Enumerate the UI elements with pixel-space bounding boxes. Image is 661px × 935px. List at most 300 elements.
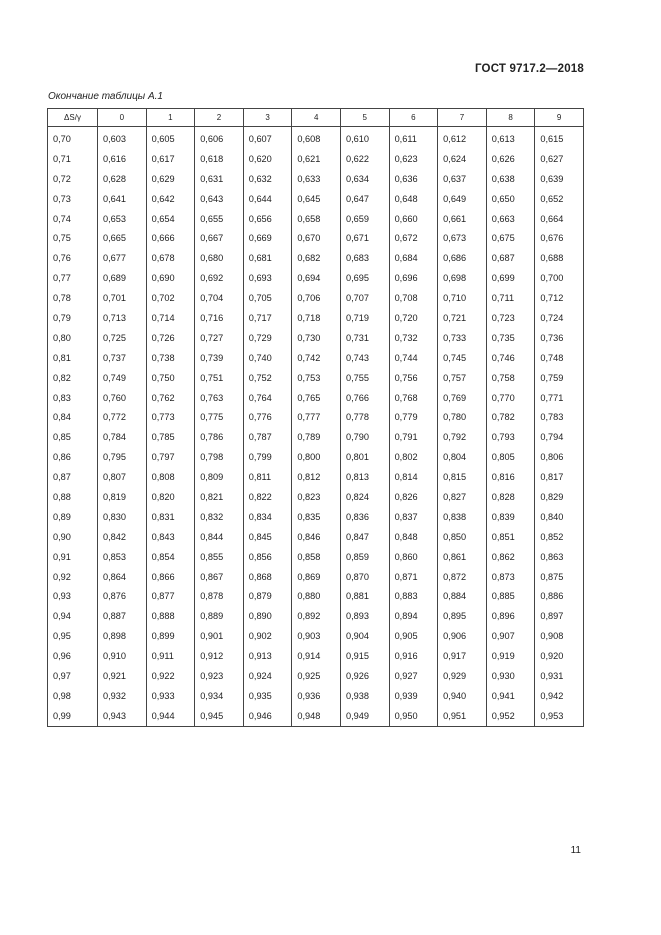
- table-cell: 0,726: [146, 328, 195, 348]
- table-cell: 0,770: [486, 388, 535, 408]
- row-label-cell: 0,74: [48, 209, 98, 229]
- table-cell: 0,861: [438, 547, 487, 567]
- table-cell: 0,639: [535, 169, 584, 189]
- table-cell: 0,801: [340, 447, 389, 467]
- table-cell: 0,655: [195, 209, 244, 229]
- table-cell: 0,776: [243, 407, 292, 427]
- table-cell: 0,643: [195, 189, 244, 209]
- table-cell: 0,617: [146, 149, 195, 169]
- row-label-cell: 0,91: [48, 547, 98, 567]
- table-cell: 0,944: [146, 706, 195, 726]
- table-cell: 0,785: [146, 427, 195, 447]
- table-cell: 0,804: [438, 447, 487, 467]
- table-cell: 0,839: [486, 507, 535, 527]
- table-cell: 0,847: [340, 527, 389, 547]
- table-cell: 0,778: [340, 407, 389, 427]
- table-cell: 0,897: [535, 606, 584, 626]
- table-cell: 0,695: [340, 268, 389, 288]
- table-cell: 0,845: [243, 527, 292, 547]
- table-cell: 0,848: [389, 527, 438, 547]
- column-header: 6: [389, 109, 438, 127]
- table-row: [48, 308, 584, 328]
- table-cell: 0,870: [340, 567, 389, 587]
- table-cell: 0,898: [98, 626, 147, 646]
- table-cell: 0,692: [195, 268, 244, 288]
- table-cell: 0,921: [98, 666, 147, 686]
- table-cell: 0,877: [146, 586, 195, 606]
- table-cell: 0,925: [292, 666, 341, 686]
- table-cell: 0,828: [486, 487, 535, 507]
- table-cell: 0,919: [486, 646, 535, 666]
- table-cell: 0,827: [438, 487, 487, 507]
- table-cell: 0,875: [535, 567, 584, 587]
- table-cell: 0,766: [340, 388, 389, 408]
- table-cell: 0,748: [535, 348, 584, 368]
- table-cell: 0,745: [438, 348, 487, 368]
- table-cell: 0,938: [340, 686, 389, 706]
- table-cell: 0,862: [486, 547, 535, 567]
- table-cell: 0,929: [438, 666, 487, 686]
- table-cell: 0,809: [195, 467, 244, 487]
- column-header: 0: [98, 109, 147, 127]
- table-cell: 0,711: [486, 288, 535, 308]
- table-cell: 0,802: [389, 447, 438, 467]
- table-cell: 0,915: [340, 646, 389, 666]
- table-cell: 0,881: [340, 586, 389, 606]
- table-cell: 0,647: [340, 189, 389, 209]
- table-cell: 0,694: [292, 268, 341, 288]
- table-cell: 0,616: [98, 149, 147, 169]
- table-cell: 0,650: [486, 189, 535, 209]
- table-cell: 0,682: [292, 248, 341, 268]
- table-row: [48, 666, 584, 686]
- table-cell: 0,912: [195, 646, 244, 666]
- table-cell: 0,860: [389, 547, 438, 567]
- table-cell: 0,838: [438, 507, 487, 527]
- table-row: [48, 268, 584, 288]
- table-cell: 0,684: [389, 248, 438, 268]
- table-cell: 0,710: [438, 288, 487, 308]
- table-cell: 0,683: [340, 248, 389, 268]
- table-cell: 0,773: [146, 407, 195, 427]
- table-cell: 0,884: [438, 586, 487, 606]
- table-cell: 0,869: [292, 567, 341, 587]
- table-row: [48, 527, 584, 547]
- table-cell: 0,843: [146, 527, 195, 547]
- table-cell: 0,623: [389, 149, 438, 169]
- table-row: [48, 567, 584, 587]
- table-cell: 0,808: [146, 467, 195, 487]
- table-cell: 0,735: [486, 328, 535, 348]
- table-cell: 0,784: [98, 427, 147, 447]
- table-row: [48, 626, 584, 646]
- table-cell: 0,706: [292, 288, 341, 308]
- table-cell: 0,823: [292, 487, 341, 507]
- table-cell: 0,606: [195, 127, 244, 149]
- table-cell: 0,851: [486, 527, 535, 547]
- table-cell: 0,716: [195, 308, 244, 328]
- table-cell: 0,864: [98, 567, 147, 587]
- table-cell: 0,890: [243, 606, 292, 626]
- table-cell: 0,812: [292, 467, 341, 487]
- table-cell: 0,854: [146, 547, 195, 567]
- table-cell: 0,866: [146, 567, 195, 587]
- row-label-cell: 0,92: [48, 567, 98, 587]
- table-cell: 0,936: [292, 686, 341, 706]
- table-cell: 0,822: [243, 487, 292, 507]
- table-cell: 0,762: [146, 388, 195, 408]
- table-cell: 0,729: [243, 328, 292, 348]
- table-cell: 0,927: [389, 666, 438, 686]
- table-cell: 0,751: [195, 368, 244, 388]
- table-cell: 0,758: [486, 368, 535, 388]
- table-cell: 0,738: [146, 348, 195, 368]
- table-header-row: [48, 109, 584, 127]
- table-cell: 0,605: [146, 127, 195, 149]
- table-cell: 0,887: [98, 606, 147, 626]
- table-cell: 0,899: [146, 626, 195, 646]
- table-cell: 0,842: [98, 527, 147, 547]
- table-cell: 0,813: [340, 467, 389, 487]
- table-row: [48, 586, 584, 606]
- table-cell: 0,689: [98, 268, 147, 288]
- table-cell: 0,760: [98, 388, 147, 408]
- table-row: [48, 467, 584, 487]
- table-cell: 0,699: [486, 268, 535, 288]
- row-label-cell: 0,98: [48, 686, 98, 706]
- table-cell: 0,873: [486, 567, 535, 587]
- table-cell: 0,622: [340, 149, 389, 169]
- table-cell: 0,724: [535, 308, 584, 328]
- table-row: [48, 228, 584, 248]
- table-cell: 0,678: [146, 248, 195, 268]
- table-cell: 0,719: [340, 308, 389, 328]
- table-body: [48, 127, 584, 727]
- table-cell: 0,924: [243, 666, 292, 686]
- table-cell: 0,757: [438, 368, 487, 388]
- table-cell: 0,800: [292, 447, 341, 467]
- table-cell: 0,783: [535, 407, 584, 427]
- table-cell: 0,815: [438, 467, 487, 487]
- row-label-cell: 0,96: [48, 646, 98, 666]
- table-cell: 0,885: [486, 586, 535, 606]
- row-label-cell: 0,94: [48, 606, 98, 626]
- table-cell: 0,687: [486, 248, 535, 268]
- table-cell: 0,886: [535, 586, 584, 606]
- table-cell: 0,652: [535, 189, 584, 209]
- table-cell: 0,807: [98, 467, 147, 487]
- table-cell: 0,663: [486, 209, 535, 229]
- table-cell: 0,670: [292, 228, 341, 248]
- table-cell: 0,940: [438, 686, 487, 706]
- table-cell: 0,666: [146, 228, 195, 248]
- row-label-cell: 0,71: [48, 149, 98, 169]
- data-table: [47, 108, 584, 727]
- row-label-cell: 0,73: [48, 189, 98, 209]
- table-cell: 0,946: [243, 706, 292, 726]
- row-label-cell: 0,80: [48, 328, 98, 348]
- table-cell: 0,698: [438, 268, 487, 288]
- row-label-cell: 0,87: [48, 467, 98, 487]
- table-cell: 0,648: [389, 189, 438, 209]
- table-cell: 0,824: [340, 487, 389, 507]
- row-label-cell: 0,76: [48, 248, 98, 268]
- table-cell: 0,953: [535, 706, 584, 726]
- table-cell: 0,718: [292, 308, 341, 328]
- table-cell: 0,901: [195, 626, 244, 646]
- table-cell: 0,789: [292, 427, 341, 447]
- table-cell: 0,753: [292, 368, 341, 388]
- table-cell: 0,658: [292, 209, 341, 229]
- table-cell: 0,629: [146, 169, 195, 189]
- table-cell: 0,744: [389, 348, 438, 368]
- table-cell: 0,642: [146, 189, 195, 209]
- table-cell: 0,880: [292, 586, 341, 606]
- table-cell: 0,610: [340, 127, 389, 149]
- column-header: 5: [340, 109, 389, 127]
- table-cell: 0,779: [389, 407, 438, 427]
- table-cell: 0,893: [340, 606, 389, 626]
- table-cell: 0,863: [535, 547, 584, 567]
- table-cell: 0,641: [98, 189, 147, 209]
- row-label-cell: 0,99: [48, 706, 98, 726]
- table-cell: 0,859: [340, 547, 389, 567]
- table-cell: 0,644: [243, 189, 292, 209]
- table-cell: 0,798: [195, 447, 244, 467]
- table-cell: 0,786: [195, 427, 244, 447]
- table-cell: 0,879: [243, 586, 292, 606]
- table-cell: 0,661: [438, 209, 487, 229]
- table-cell: 0,876: [98, 586, 147, 606]
- table-cell: 0,603: [98, 127, 147, 149]
- corner-header-cell: ΔS/γ: [48, 109, 98, 127]
- table-cell: 0,660: [389, 209, 438, 229]
- table-cell: 0,856: [243, 547, 292, 567]
- column-header: 4: [292, 109, 341, 127]
- table-cell: 0,871: [389, 567, 438, 587]
- table-cell: 0,922: [146, 666, 195, 686]
- table-cell: 0,677: [98, 248, 147, 268]
- table-cell: 0,693: [243, 268, 292, 288]
- table-cell: 0,749: [98, 368, 147, 388]
- table-cell: 0,814: [389, 467, 438, 487]
- table-cell: 0,888: [146, 606, 195, 626]
- table-row: [48, 547, 584, 567]
- table-cell: 0,665: [98, 228, 147, 248]
- table-cell: 0,739: [195, 348, 244, 368]
- table-cell: 0,673: [438, 228, 487, 248]
- table-cell: 0,889: [195, 606, 244, 626]
- row-label-cell: 0,84: [48, 407, 98, 427]
- table-cell: 0,950: [389, 706, 438, 726]
- table-cell: 0,607: [243, 127, 292, 149]
- table-row: [48, 169, 584, 189]
- column-header: 1: [146, 109, 195, 127]
- column-header: 7: [438, 109, 487, 127]
- table-cell: 0,852: [535, 527, 584, 547]
- table-cell: 0,721: [438, 308, 487, 328]
- table-cell: 0,620: [243, 149, 292, 169]
- table-cell: 0,819: [98, 487, 147, 507]
- table-cell: 0,941: [486, 686, 535, 706]
- table-cell: 0,627: [535, 149, 584, 169]
- table-cell: 0,759: [535, 368, 584, 388]
- table-cell: 0,905: [389, 626, 438, 646]
- table-row: [48, 686, 584, 706]
- table-cell: 0,725: [98, 328, 147, 348]
- table-cell: 0,733: [438, 328, 487, 348]
- table-cell: 0,736: [535, 328, 584, 348]
- row-label-cell: 0,81: [48, 348, 98, 368]
- table-cell: 0,868: [243, 567, 292, 587]
- table-cell: 0,708: [389, 288, 438, 308]
- table-row: [48, 248, 584, 268]
- table-cell: 0,714: [146, 308, 195, 328]
- table-cell: 0,829: [535, 487, 584, 507]
- row-label-cell: 0,79: [48, 308, 98, 328]
- table-row: [48, 507, 584, 527]
- table-row: [48, 348, 584, 368]
- table-cell: 0,777: [292, 407, 341, 427]
- table-cell: 0,713: [98, 308, 147, 328]
- table-cell: 0,902: [243, 626, 292, 646]
- table-cell: 0,832: [195, 507, 244, 527]
- column-header: 8: [486, 109, 535, 127]
- row-label-cell: 0,88: [48, 487, 98, 507]
- table-cell: 0,659: [340, 209, 389, 229]
- table-cell: 0,840: [535, 507, 584, 527]
- table-cell: 0,624: [438, 149, 487, 169]
- table-cell: 0,792: [438, 427, 487, 447]
- table-cell: 0,702: [146, 288, 195, 308]
- table-cell: 0,628: [98, 169, 147, 189]
- table-cell: 0,923: [195, 666, 244, 686]
- table-cell: 0,917: [438, 646, 487, 666]
- table-cell: 0,895: [438, 606, 487, 626]
- table-cell: 0,707: [340, 288, 389, 308]
- table-cell: 0,920: [535, 646, 584, 666]
- table-cell: 0,903: [292, 626, 341, 646]
- table-cell: 0,608: [292, 127, 341, 149]
- table-cell: 0,700: [535, 268, 584, 288]
- table-row: [48, 127, 584, 149]
- table-row: [48, 209, 584, 229]
- table-cell: 0,731: [340, 328, 389, 348]
- table-cell: 0,675: [486, 228, 535, 248]
- table-cell: 0,750: [146, 368, 195, 388]
- document-header: ГОСТ 9717.2—2018: [474, 63, 584, 75]
- table-cell: 0,631: [195, 169, 244, 189]
- table-cell: 0,830: [98, 507, 147, 527]
- table-cell: 0,799: [243, 447, 292, 467]
- table-cell: 0,618: [195, 149, 244, 169]
- table-cell: 0,933: [146, 686, 195, 706]
- table-cell: 0,790: [340, 427, 389, 447]
- table-cell: 0,820: [146, 487, 195, 507]
- table-cell: 0,806: [535, 447, 584, 467]
- table-cell: 0,894: [389, 606, 438, 626]
- table-cell: 0,755: [340, 368, 389, 388]
- row-label-cell: 0,78: [48, 288, 98, 308]
- table-cell: 0,717: [243, 308, 292, 328]
- table-cell: 0,934: [195, 686, 244, 706]
- table-cell: 0,752: [243, 368, 292, 388]
- column-header: 2: [195, 109, 244, 127]
- table-cell: 0,913: [243, 646, 292, 666]
- table-row: [48, 646, 584, 666]
- table-cell: 0,656: [243, 209, 292, 229]
- table-cell: 0,672: [389, 228, 438, 248]
- table-cell: 0,836: [340, 507, 389, 527]
- table-cell: 0,763: [195, 388, 244, 408]
- table-cell: 0,730: [292, 328, 341, 348]
- table-cell: 0,780: [438, 407, 487, 427]
- table-cell: 0,743: [340, 348, 389, 368]
- table-cell: 0,633: [292, 169, 341, 189]
- table-row: [48, 447, 584, 467]
- table-cell: 0,615: [535, 127, 584, 149]
- table-cell: 0,611: [389, 127, 438, 149]
- table-cell: 0,926: [340, 666, 389, 686]
- table-cell: 0,688: [535, 248, 584, 268]
- table-cell: 0,756: [389, 368, 438, 388]
- table-cell: 0,951: [438, 706, 487, 726]
- table-cell: 0,811: [243, 467, 292, 487]
- table-cell: 0,844: [195, 527, 244, 547]
- row-label-cell: 0,83: [48, 388, 98, 408]
- table-cell: 0,740: [243, 348, 292, 368]
- table-cell: 0,723: [486, 308, 535, 328]
- row-label-cell: 0,93: [48, 586, 98, 606]
- table-cell: 0,797: [146, 447, 195, 467]
- table-cell: 0,654: [146, 209, 195, 229]
- row-label-cell: 0,72: [48, 169, 98, 189]
- column-header: 3: [243, 109, 292, 127]
- table-cell: 0,769: [438, 388, 487, 408]
- table-cell: 0,732: [389, 328, 438, 348]
- table-row: [48, 388, 584, 408]
- table-cell: 0,667: [195, 228, 244, 248]
- table-cell: 0,626: [486, 149, 535, 169]
- table-cell: 0,701: [98, 288, 147, 308]
- table-cell: 0,817: [535, 467, 584, 487]
- table-cell: 0,621: [292, 149, 341, 169]
- table-cell: 0,949: [340, 706, 389, 726]
- table-cell: 0,681: [243, 248, 292, 268]
- table-cell: 0,939: [389, 686, 438, 706]
- row-label-cell: 0,90: [48, 527, 98, 547]
- table-cell: 0,916: [389, 646, 438, 666]
- table-cell: 0,696: [389, 268, 438, 288]
- table-cell: 0,638: [486, 169, 535, 189]
- table-cell: 0,636: [389, 169, 438, 189]
- table-cell: 0,831: [146, 507, 195, 527]
- table-cell: 0,680: [195, 248, 244, 268]
- table-cell: 0,883: [389, 586, 438, 606]
- table-cell: 0,765: [292, 388, 341, 408]
- table-cell: 0,649: [438, 189, 487, 209]
- table-cell: 0,892: [292, 606, 341, 626]
- table-cell: 0,816: [486, 467, 535, 487]
- table-row: [48, 288, 584, 308]
- table-cell: 0,771: [535, 388, 584, 408]
- table-row: [48, 407, 584, 427]
- table-cell: 0,855: [195, 547, 244, 567]
- table-cell: 0,612: [438, 127, 487, 149]
- table-cell: 0,637: [438, 169, 487, 189]
- row-label-cell: 0,86: [48, 447, 98, 467]
- column-header: 9: [535, 109, 584, 127]
